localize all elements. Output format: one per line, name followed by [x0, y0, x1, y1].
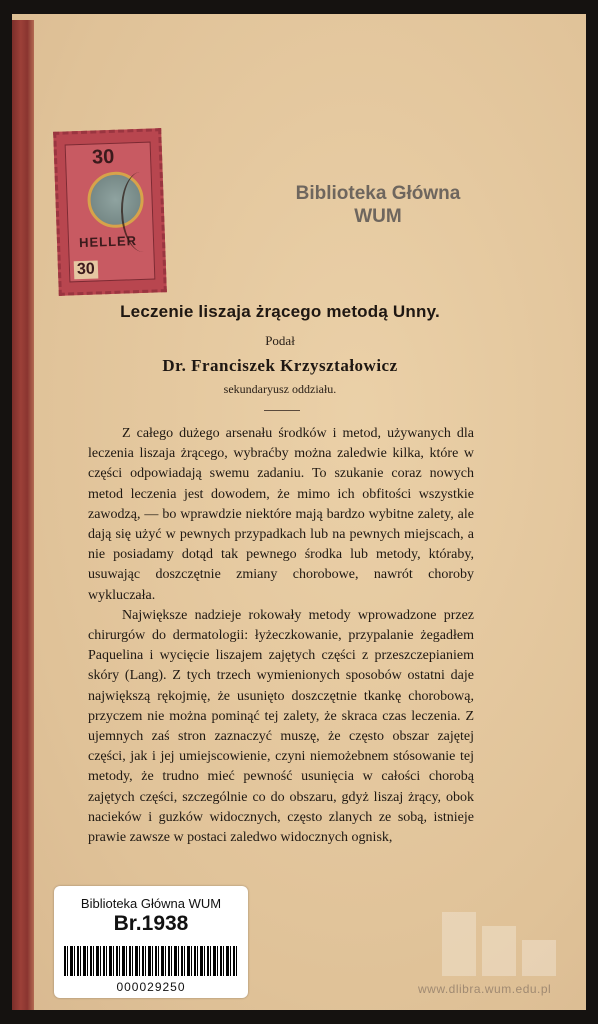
label-barcode-number: 000029250 — [116, 980, 186, 994]
library-stamp — [248, 182, 508, 228]
article-author: Dr. Franciszek Krzyształowicz — [162, 356, 398, 375]
article-body — [88, 424, 474, 848]
paragraph: Największe nadzieje rokowały metody wprowadzone przez chirurgów do dermatologii: łyżeczkowanie, przypalanie żegadłem Paquelina i wycięcie liszajem zajętych części z przeszczepianiem skóry (Lang). Z tych trzech wymienionych sposobów ostatni daje największą rękojmię, że usunięto doszczętnie tkankę chorobową, przyczem nie można pominąć tej zalety, że skraca czas leczenia. Z ujemnych zaś stron zaznaczyć muszę, że często obszar zajętej części, jak i jej umiejscowienie, czyni niemożebnem stósowanie tej metody, że trudno mieć pewność usunięcia w całości chorobą zajętych części, szczególnie co do obszaru, gdyż liszaj żrący, obok nacieków i guzków widocznych, często zlanych ze sobą, istnieje prawie zawsze w postaci zaledwo widocznych ognisk, — [88, 607, 474, 846]
site-watermark: www.dlibra.wum.edu.pl — [418, 982, 552, 996]
barcode-icon — [64, 946, 238, 976]
author-role: sekundaryusz oddziału. — [223, 382, 337, 396]
article-title: Leczenie liszaja żrącego metodą Unny. — [120, 302, 440, 321]
library-stamp-line2: WUM — [354, 206, 402, 227]
library-stamp-line1: Biblioteka Główna — [295, 183, 461, 204]
revenue-stamp-bottom-value: 30 — [74, 260, 98, 279]
dlibra-logo-icon — [442, 912, 560, 976]
byline-label: Podał — [265, 333, 295, 348]
revenue-stamp-top-value: 30 — [91, 145, 115, 169]
label-shelfmark: Br.1938 — [113, 912, 189, 935]
title-divider — [264, 410, 300, 411]
library-label-card — [54, 886, 248, 998]
label-library-name: Biblioteka Główna WUM — [80, 896, 222, 911]
revenue-stamp — [53, 128, 167, 296]
red-binding-edge — [12, 20, 34, 1010]
paragraph: Z całego dużego arsenału środków i metod, używanych dla leczenia liszaja żrącego, wybraćby można zaledwie kilka, które w części odpowiadają swemu zadaniu. To szukanie coraz nowych metod leczenia jest dowodem, że mimo ich obfitości wszystkie zawodzą, — bo wprawdzie niektóre mają bardzo wybitne zalety, ale dają się użyć w pewnych przypadkach lub na pewnych miejscach, a nie posiadamy dotąd tak pewnego środka lub metody, któraby, usuwając doszczętnie zmiany chorobowe, nawrót choroby wykluczała. — [88, 426, 474, 603]
revenue-stamp-currency: HELLER — [78, 233, 138, 251]
